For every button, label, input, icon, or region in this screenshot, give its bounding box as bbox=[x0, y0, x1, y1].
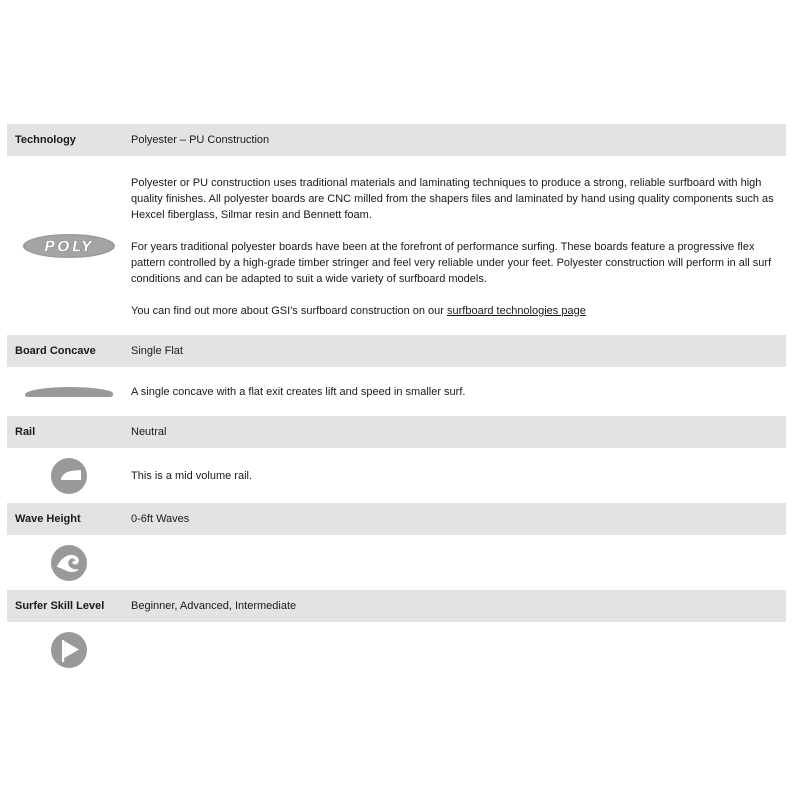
description-paragraph-link bbox=[131, 303, 780, 319]
board-specs-table bbox=[7, 124, 786, 677]
svg-text:POLY: POLY bbox=[44, 237, 94, 255]
spec-row-wave-height bbox=[7, 503, 786, 535]
spec-row-rail bbox=[7, 416, 786, 448]
spec-detail-wave-height bbox=[7, 535, 786, 590]
description-paragraph: For years traditional polyester boards have been at the forefront of performance surfing. These boards feature a progressive flex pattern controlled by a high-grade timber stringer and feel very reliable under your feet. Polyester construction will perform in all surf conditions and can be adapted to suit a wide variety of surfboard models. bbox=[131, 240, 772, 285]
spec-icon-cell bbox=[7, 545, 131, 581]
spec-label: Board Concave bbox=[15, 345, 96, 357]
spec-value: 0-6ft Waves bbox=[131, 513, 190, 525]
spec-label: Surfer Skill Level bbox=[15, 600, 105, 612]
rail-profile-icon bbox=[51, 458, 87, 494]
spec-detail-technology bbox=[7, 156, 786, 335]
spec-detail-surfer-skill-level bbox=[7, 622, 786, 677]
spec-value: Neutral bbox=[131, 426, 167, 438]
spec-label: Wave Height bbox=[15, 513, 81, 525]
spec-label: Rail bbox=[15, 426, 36, 438]
surfboard-technologies-link[interactable]: surfboard technologies page bbox=[447, 304, 586, 317]
spec-value: Beginner, Advanced, Intermediate bbox=[131, 600, 297, 612]
spec-label: Technology bbox=[15, 134, 76, 146]
spec-description: This is a mid volume rail. bbox=[131, 469, 253, 482]
wave-icon bbox=[51, 545, 87, 581]
spec-description: A single concave with a flat exit creates lift and speed in smaller surf. bbox=[131, 385, 466, 398]
spec-detail-rail bbox=[7, 448, 786, 503]
spec-description bbox=[131, 173, 786, 319]
spec-icon-cell bbox=[7, 632, 131, 668]
spec-detail-board-concave bbox=[7, 367, 786, 416]
spec-row-surfer-skill-level bbox=[7, 590, 786, 622]
spec-value: Polyester – PU Construction bbox=[131, 134, 270, 146]
concave-profile-icon bbox=[23, 385, 115, 399]
spec-row-technology bbox=[7, 124, 786, 156]
flag-icon bbox=[51, 632, 87, 668]
link-prefix-text: You can find out more about GSI's surfboard construction on our bbox=[131, 304, 447, 317]
spec-value: Single Flat bbox=[131, 345, 183, 357]
spec-row-board-concave bbox=[7, 335, 786, 367]
spec-icon-cell bbox=[7, 458, 131, 494]
spec-icon-cell bbox=[7, 231, 131, 261]
poly-logo-icon bbox=[21, 231, 117, 261]
spec-icon-cell bbox=[7, 385, 131, 399]
description-paragraph: Polyester or PU construction uses traditional materials and laminating techniques to produce a strong, reliable surfboard with high quality finishes. All polyester boards are CNC milled from the shapers files and laminated by hand using quality components such as Hexcel fiberglass, Silmar resin and Bennett foam. bbox=[131, 176, 774, 221]
